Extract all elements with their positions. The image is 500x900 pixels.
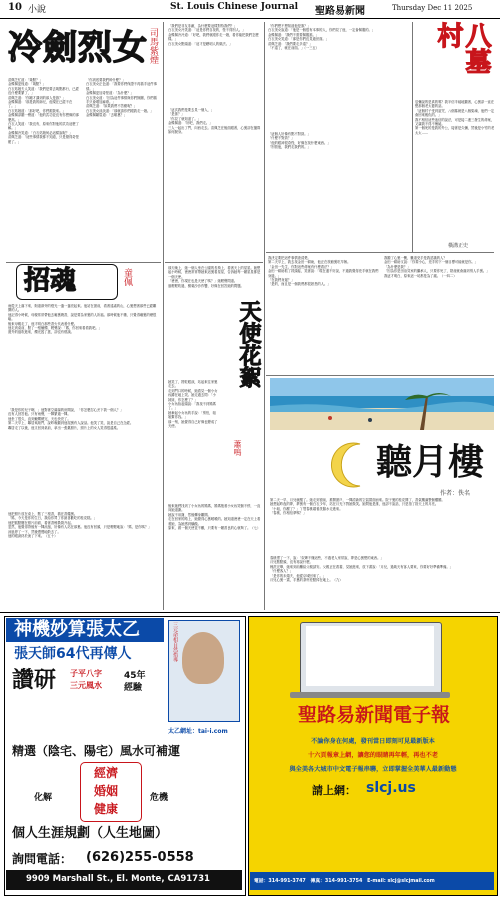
story-title-2: 招魂 [24,266,77,296]
fortune-service-2: 三元風水 [70,681,102,690]
section-name: 小說 [28,5,47,15]
moon-icon [330,440,374,490]
fortune-solve: 化解 [34,793,53,803]
story-text: 他把照片放在桌上，點了三根香，插在香爐裏。 「媽，今天是你的生日，我給你買了你最喜歡吃的桂花糕。」 他把糕點擺在照片前面，看著香煙裊裊升起。 忽然，他覺得背後有一陣涼風，好像有人站在那裏。他沒有回頭，只是輕輕地說：「媽，是你嗎？」 涼風停了一下，然後慢慢地散去了。 他的眼淚終於流了下來。（五十） [8,512,152,539]
issue-date: Thursday Dec 11 2025 [392,4,473,12]
avatar [182,632,224,684]
fortune-years: 45年 [124,671,146,681]
story-text: 第二天一早，月兒就醒了。她走到窗前，推開窗戶，一陣清新的空氣撲面而來。院子裏的桂花開了，香氣飄滿整個樓閣。 她想起昨夜的夢，夢裏有一個白衣少年，站在月光下對她微笑。她問他是誰，他卻不說話，只是指了指天上的月亮。 「小姐，你醒了？」丫鬟春桃端著洗臉水走進來。 「春桃，你相信夢嗎？」 [270,498,445,516]
beach-photo [270,378,494,430]
page-number: 10 [8,2,22,13]
fortune-word: 婚姻 [94,784,119,798]
story-text: 春桃愣了一下，說：「奴婢不懂這些，不過老人家常說，夢是心裏想的東西。」 月兒點點頭，沒有再說什麼。 梳洗完畢，她來到前廳給父親請安。父親正在看書，見她進來，放下書說：「月兒，過幾天有客人要來，你要好好準備準備。」 「什麼客人？」 「是你的未婚夫，他從京城回來了。」 月兒心裏一震，手裏的茶杯差點掉在地上。（九） [270,556,453,583]
enews-url-label: 請上網： [312,784,356,797]
story-text: 那天晚上，她一個人坐在公園的長椅上，看著天上的星星。她想起小時候，爸爸常常帶她來這裏看星星，告訴她每一顆星星都是一個天使。 「爸爸，你現在也是天使了嗎？」她輕聲問道。 風輕輕吹過，樹葉沙沙作響，好像在回答她的問題。 [168,266,261,288]
fortune-big-chars: 讚研 [12,667,57,693]
fortune-personal: 個人生涯規劃（人生地圖） [12,826,169,841]
story-text: 「我是你的兒子啊，」他對著空蕩蕩的房間說，「你怎麼忍心丟下我一個人？」 沒有人回答他。只有雨聲，一陣緊過一陣。 他坐了很久，直到蠟燭燒完，天也快亮了。 第二天早上，鄰居來敲門，說昨晚聽到他屋裏有人說話。他笑了笑，說是自己在念經。 鄰居走了以後，他又回到桌前，拿出一張舊照片，照片上的女人笑得很溫柔。 [8,408,134,430]
story-title-1: 冷劍烈女 [8,28,148,68]
story-text: 「你們想不想知道他是誰？」 白衣美女說道：「他是一個很有本事的人，你們見了他，一定會佩服的。」 金蝶佩道：「我們不需要佩服誰。」 白衣美女笑道：「那是你們沒見過世面。」 苗佩芝道：「我們要走多遠？」 「不遠了，就在前面。」（一三五） [268,24,376,51]
fortune-phone: (626)255-0558 [86,850,194,865]
fortune-crisis: 危機 [150,793,169,803]
paper-name: St. Louis Chinese Journal [170,2,299,12]
story-author-4: 蕭鳴 [233,440,242,456]
story-title-4: 天使花絮 [236,300,262,388]
enews-line-2: 十六頁報章上網，讓您的眼睛再年輕，再也不老 [308,752,438,759]
enews-line-3: 與全美各大城市中文電子報串聯，立即掌握全美華人最新動態 [289,766,457,773]
story-text: 她笑了，擦乾眼淚，站起來往家裏走去。 走到門口的時候，她看見一個小女孩蹲在地上哭。她走過去問：「小妹妹，你怎麼了？」 小女孩抬起頭說：「我找不到媽媽了。」 她牽起小女孩的手說：「別怕，姐姐幫你找。」 那一刻，她覺得自己好像也變成了天使。 [168,380,218,429]
story-text: 苗佩芝忙道：「幾點？」 金蝶佩更惶道：「幾點？」 白衣姑娘夫人笑道：「我們是要去幾點都行，已經沒什麼要緊了，」 苗佩芝道：「你剛才講到的那人是誰？」 金蝶佩道：「那是我的師兄，他現在已經不在了。」 白衣姑娘道：「那好吧，你們跟我來。」 金蝶佩卻聽一聲道：「他的武功並沒有你想像的那麼高。」 白衣人笑道：「我沒有，原來你對他的武功這麼了解。」 金蝶佩冷笑道：「白衣姑娘何必這樣說呢？」 苗佩芝道：「這些事情我都不知道，只是覺得奇怪罷了。」 [8,78,79,144]
fortune-address: 9909 Marshall St., El. Monte, CA91731 [26,874,210,884]
fortune-fengshui: 精選（陰宅、陽宅）風水可補運 [12,744,181,758]
story-text: 雨從天上落下來，街道兩旁的燈光一盞一盞亮起來。他站在窗前，看著遠處的山，心裏想著那些已經離開的人。 他記得小時候，母親常常帶他去廟裏燒香，說是要為家裏的人祈福。那時候他不懂，只覺得廟裏的煙很嗆。 後來母親走了，他才明白那些香火代表著什麼。 他走到桌前，點了一根蠟燭，輕聲說：「媽，你回來看看我吧。」 窗外的風吹進來，燭光搖了搖，卻沒有熄滅。 [8,304,157,335]
fortune-word: 健康 [94,802,119,816]
story-text: 辰彌說的是真的嗎？我半信半疑地聽著，心裏卻一直在想那個老太婆的話。 「這個村子受到詛咒，八個墓就是八個冤魂，他們一定會回來報仇的。」 我不相信這些迷信的說法，可是接二連三發生的命案，又讓我不得不懷疑。 第一個死的是我的外公，接著是久彌，然後是小竹的老太太…… [415,100,495,135]
story-title-5: 聽月樓 [376,441,485,483]
fortune-website: 太乙網址：tai-i.com [168,728,228,735]
laptop-screen [306,626,434,686]
fortune-exp: 經驗 [124,683,143,693]
fortune-phone-label: 詢問電話： [12,852,73,866]
story-author-3: 橫溝正史 [448,243,469,249]
paper-name-cn: 聖路易新聞 [315,6,365,17]
story-text: 「這次我們是要去見一個人，」 「是誰？」 「你見了就知道了。」 金蝶佩道：「好吧，我們走。」 三人一起出了門，向西走去。苗佩芝在後面跟著，心裏卻在盤算如何脫身。 [168,108,261,135]
story-author-2: 童佩 [122,268,132,286]
story-title-3: 八墓村 [433,22,491,74]
story-text: 我決定要把這件事情查清楚。 第二天早上，我去找金田一耕助，他正在旅館裏吃早飯。 「金田一先生，你對這些命案有什麼看法？」 金田一耕助抓了抓頭髮，笑著說：「現在還不好說，不過我覺得兇手就在我們身邊。」 「在我們身邊？」 「是的，而且是一個我們都很熟悉的人。」 [268,256,379,287]
story-text: 我聽了心裏一驚，難道兇手是我認識的人？ 金田一耕助又說：「你要小心，兇手的下一個目標可能就是你。」 「為什麼是我？」 「因為你是田治見家的繼承人，只要你死了，財產就會落到別人手裏。」 我這才明白，原來這一切都是為了錢。（一四二） [384,256,490,278]
enews-line-1: 不論你身在何處，發刊當日即刻可見最新版本 [311,738,435,745]
laptop-base [290,692,450,698]
story-author-5: 作者：佚名 [440,490,471,497]
page-header [0,0,500,19]
fortune-word: 經濟 [94,766,119,780]
fortune-service-1: 子平八字 [70,669,102,678]
story-text: 「我們是非友非敵，為什麼要這樣對待我們？」 白衣美女冷笑道：「這是你們自找的，怪不得別人。」 金蝶佩冷冷道：「好吧，我們就跟你走一趟，看你能把我們怎麼樣。」 白衣美女點頭道：「這才是聰明人的做法。」 [168,24,259,46]
story-text: 後來她們找到了小女孩的媽媽，媽媽抱著小女孩哭個不停，一直向她道謝。 她說不用謝，然後轉身離開。 走在回家的路上，她覺得心裏暖暖的。她知道爸爸一定在天上看著她，為她感到驕傲。 原來，做一個天使並不難，只要有一顆善良的心就夠了。（七） [168,504,261,531]
fortune-avatar-caption: 三元命相自然指導 [172,622,178,662]
enews-title: 聖路易新聞電子報 [297,704,450,726]
enews-url[interactable]: slcj.us [366,780,416,796]
enews-contact: 電話：314-991-3747 傳真：314-991-3754 E-mail: slcj@slcjmail.com [254,879,435,884]
story-author-1: 司馬紫煙 [148,28,158,64]
fortune-title: 神機妙算張太乙 [14,619,140,640]
story-text: 「這個人好像有點不對勁。」 「什麼不對勁？」 「他的眼神很奇怪，好像在找什麼東西。」 「別管他，我們走我們的。」 [268,132,331,150]
story-text: 「你到底要我們幹什麼？」 白衣美女正色道：「我要你們保證不再插手這件事情。」 金蝶佩更加奇怪道：「為什麼？」 白衣美女道：「因為這件事情與你們無關，你們插手只會增加麻煩。」 苗佩芝道：「如果我們不答應呢？」 白衣美女淡淡道：「那就請你們跟我走一趟。」 金蝶佩皺眉道：「去哪裏？」 [86,78,157,118]
fortune-subtitle: 張天師64代再傳人 [14,646,132,662]
